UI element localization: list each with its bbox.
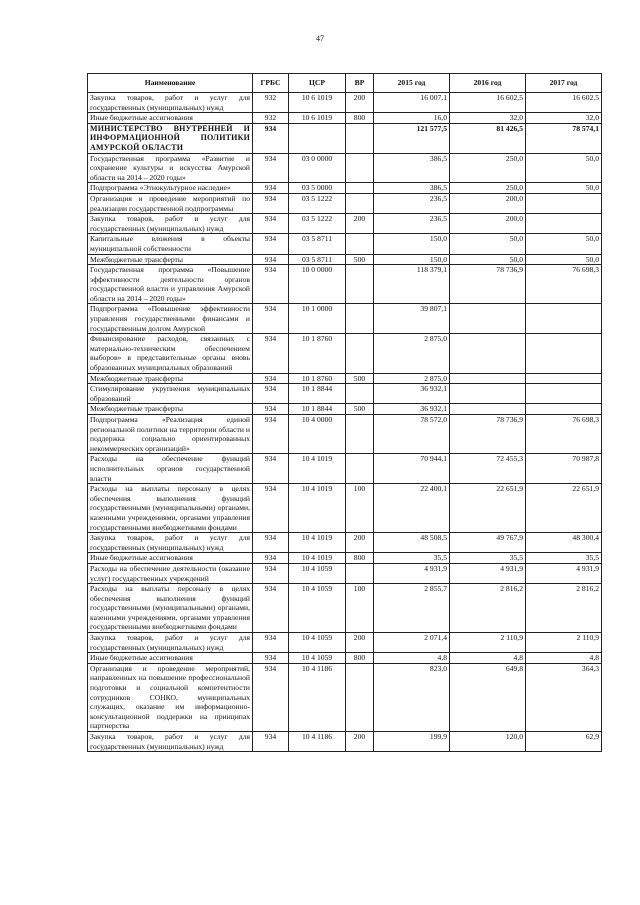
cell-2016 — [450, 304, 526, 334]
cell-csr: 10 4 1019 — [289, 553, 346, 564]
cell-2017: 32,0 — [526, 113, 602, 124]
cell-grbs: 934 — [253, 384, 289, 404]
cell-grbs: 934 — [253, 563, 289, 583]
cell-csr: 03 5 8711 — [289, 234, 346, 254]
cell-2017 — [526, 193, 602, 213]
cell-vr: 200 — [346, 533, 374, 553]
header-2017: 2017 год — [526, 74, 602, 93]
header-2015: 2015 год — [374, 74, 450, 93]
cell-name: Закупка товаров, работ и услуг для государственных (муниципальных) нужд — [88, 533, 253, 553]
cell-name: Стимулирование укрупнения муниципальных образований — [88, 384, 253, 404]
cell-csr: 10 0 0000 — [289, 265, 346, 304]
cell-grbs: 934 — [253, 484, 289, 533]
table-row — [88, 234, 602, 254]
cell-2016: 35,5 — [450, 553, 526, 564]
page-number: 47 — [316, 34, 324, 43]
cell-2016: 32,0 — [450, 113, 526, 124]
cell-2017: 48 300,4 — [526, 533, 602, 553]
cell-csr: 10 6 1019 — [289, 93, 346, 113]
cell-2016: 4 931,9 — [450, 563, 526, 583]
cell-vr: 100 — [346, 584, 374, 633]
table-row — [88, 404, 602, 415]
header-grbs: ГРБС — [253, 74, 289, 93]
cell-csr: 03 0 0000 — [289, 153, 346, 183]
cell-vr: 500 — [346, 254, 374, 265]
cell-2016: 78 736,9 — [450, 415, 526, 454]
cell-grbs: 934 — [253, 334, 289, 373]
cell-vr — [346, 265, 374, 304]
cell-2016: 4,8 — [450, 653, 526, 664]
table-row — [88, 533, 602, 553]
cell-grbs: 934 — [253, 653, 289, 664]
cell-2015: 48 508,5 — [374, 533, 450, 553]
cell-csr: 10 4 1059 — [289, 653, 346, 664]
cell-csr: 10 1 8844 — [289, 404, 346, 415]
table-row — [88, 153, 602, 183]
cell-2016: 2 110,9 — [450, 633, 526, 653]
cell-vr — [346, 663, 374, 731]
cell-2016: 120,0 — [450, 732, 526, 752]
table-row — [88, 123, 602, 153]
cell-2015: 118 379,1 — [374, 265, 450, 304]
cell-csr: 03 5 1222 — [289, 193, 346, 213]
header-csr: ЦСР — [289, 74, 346, 93]
cell-2015: 2 875,0 — [374, 334, 450, 373]
cell-grbs: 934 — [253, 633, 289, 653]
cell-grbs: 934 — [253, 304, 289, 334]
table-row — [88, 193, 602, 213]
cell-2015: 386,5 — [374, 153, 450, 183]
cell-grbs: 934 — [253, 533, 289, 553]
table-row — [88, 663, 602, 731]
cell-name: Расходы на выплаты персоналу в целях обеспечения выполнения функций государственными (муниципальными) органами, казенными учреждениями, органами управления государственными внебюджетными фондами — [88, 484, 253, 533]
cell-grbs: 934 — [253, 234, 289, 254]
cell-vr — [346, 183, 374, 194]
table-row — [88, 454, 602, 484]
cell-2016: 22 651,9 — [450, 484, 526, 533]
cell-2015: 121 577,5 — [374, 123, 450, 153]
cell-name: Расходы на выплаты персоналу в целях обеспечения выполнения функций государственными (муниципальными) органами, казенными учреждениями, органами управления государственными внебюджетными фондами — [88, 584, 253, 633]
cell-name: Межбюджетные трансферты — [88, 373, 253, 384]
cell-2016: 81 426,5 — [450, 123, 526, 153]
cell-2017: 70 987,8 — [526, 454, 602, 484]
cell-2015: 236,5 — [374, 214, 450, 234]
cell-grbs: 934 — [253, 553, 289, 564]
cell-csr: 10 4 1059 — [289, 584, 346, 633]
cell-name: Закупка товаров, работ и услуг для государственных (муниципальных) нужд — [88, 214, 253, 234]
cell-2017: 50,0 — [526, 254, 602, 265]
cell-name: Подпрограмма «Этнокультурное наследие» — [88, 183, 253, 194]
cell-vr: 200 — [346, 732, 374, 752]
cell-2016: 50,0 — [450, 254, 526, 265]
table-row — [88, 113, 602, 124]
cell-csr: 03 5 0000 — [289, 183, 346, 194]
cell-2017: 2 110,9 — [526, 633, 602, 653]
cell-2017 — [526, 334, 602, 373]
budget-table — [87, 73, 602, 752]
table-row — [88, 484, 602, 533]
table-header-row — [88, 74, 602, 93]
cell-grbs: 934 — [253, 404, 289, 415]
cell-csr — [289, 123, 346, 153]
cell-2017: 364,3 — [526, 663, 602, 731]
cell-csr: 10 1 8844 — [289, 384, 346, 404]
cell-name: Иные бюджетные ассигнования — [88, 113, 253, 124]
cell-2017: 76 698,3 — [526, 415, 602, 454]
cell-vr — [346, 153, 374, 183]
cell-csr: 03 5 8711 — [289, 254, 346, 265]
table-row — [88, 265, 602, 304]
cell-grbs: 932 — [253, 113, 289, 124]
table-row — [88, 653, 602, 664]
cell-grbs: 934 — [253, 454, 289, 484]
cell-grbs: 934 — [253, 183, 289, 194]
cell-2017: 50,0 — [526, 234, 602, 254]
table-row — [88, 633, 602, 653]
cell-vr — [346, 454, 374, 484]
cell-csr: 10 1 0000 — [289, 304, 346, 334]
cell-2015: 16,0 — [374, 113, 450, 124]
cell-grbs: 934 — [253, 153, 289, 183]
cell-2017: 62,9 — [526, 732, 602, 752]
cell-2015: 2 855,7 — [374, 584, 450, 633]
cell-2016 — [450, 373, 526, 384]
cell-vr: 800 — [346, 653, 374, 664]
header-vr: ВР — [346, 74, 374, 93]
table-row — [88, 563, 602, 583]
cell-vr — [346, 334, 374, 373]
cell-vr — [346, 304, 374, 334]
cell-name: Организация и проведение мероприятий, направленных на повышение профессиональной подготовки и социальной компетентности сотрудников СОНКО, муниципальных служащих, оказание им информационно-консультационной поддержки на принципах партнерства — [88, 663, 253, 731]
cell-2015: 78 572,0 — [374, 415, 450, 454]
cell-name: Капитальные вложения в объекты муниципальной собственности — [88, 234, 253, 254]
cell-vr — [346, 563, 374, 583]
cell-vr — [346, 123, 374, 153]
table-row — [88, 93, 602, 113]
table-row — [88, 373, 602, 384]
cell-2015: 70 944,1 — [374, 454, 450, 484]
cell-2016: 78 736,9 — [450, 265, 526, 304]
cell-name: Закупка товаров, работ и услуг для государственных (муниципальных) нужд — [88, 732, 253, 752]
table-row — [88, 334, 602, 373]
table-row — [88, 732, 602, 752]
cell-2017: 50,0 — [526, 183, 602, 194]
table-row — [88, 584, 602, 633]
cell-2016: 50,0 — [450, 234, 526, 254]
cell-2017: 76 698,3 — [526, 265, 602, 304]
cell-name: Закупка товаров, работ и услуг для государственных (муниципальных) нужд — [88, 93, 253, 113]
cell-2015: 386,5 — [374, 183, 450, 194]
table-row — [88, 553, 602, 564]
cell-csr: 10 4 1059 — [289, 563, 346, 583]
cell-vr — [346, 193, 374, 213]
cell-name: Иные бюджетные ассигнования — [88, 653, 253, 664]
cell-2015: 150,0 — [374, 234, 450, 254]
cell-2017 — [526, 304, 602, 334]
table-row — [88, 254, 602, 265]
cell-csr: 10 4 1059 — [289, 633, 346, 653]
cell-vr: 800 — [346, 553, 374, 564]
cell-grbs: 934 — [253, 663, 289, 731]
cell-2016 — [450, 334, 526, 373]
cell-2015: 823,0 — [374, 663, 450, 731]
cell-2016: 200,0 — [450, 193, 526, 213]
cell-vr: 500 — [346, 373, 374, 384]
cell-grbs: 932 — [253, 93, 289, 113]
cell-2015: 22 400,1 — [374, 484, 450, 533]
cell-grbs: 934 — [253, 123, 289, 153]
cell-2017 — [526, 373, 602, 384]
cell-2015: 4,8 — [374, 653, 450, 664]
cell-grbs: 934 — [253, 584, 289, 633]
cell-name: Государственная программа «Повышение эффективности деятельности органов государственной власти и управления Амурской области на 2014 – 2020 годы» — [88, 265, 253, 304]
cell-csr: 10 4 1019 — [289, 484, 346, 533]
cell-2016 — [450, 384, 526, 404]
cell-vr: 200 — [346, 633, 374, 653]
cell-2016: 200,0 — [450, 214, 526, 234]
cell-2015: 2 071,4 — [374, 633, 450, 653]
table-row — [88, 183, 602, 194]
cell-vr: 200 — [346, 214, 374, 234]
cell-vr — [346, 234, 374, 254]
cell-2016: 49 767,9 — [450, 533, 526, 553]
cell-2016: 72 455,3 — [450, 454, 526, 484]
cell-2015: 199,9 — [374, 732, 450, 752]
cell-name: Государственная программа «Развитие и сохранение культуры и искусства Амурской области на 2014 – 2020 годы» — [88, 153, 253, 183]
cell-vr: 100 — [346, 484, 374, 533]
cell-csr: 10 4 1186 — [289, 732, 346, 752]
table-row — [88, 384, 602, 404]
cell-name: Подпрограмма «Повышение эффективности управления государственными финансами и государственным долгом Амурской — [88, 304, 253, 334]
cell-grbs: 934 — [253, 214, 289, 234]
header-2016: 2016 год — [450, 74, 526, 93]
cell-grbs: 934 — [253, 254, 289, 265]
cell-csr: 10 4 1019 — [289, 533, 346, 553]
cell-name: Подпрограмма «Реализация единой региональной политики на территории области и поддержка социально ориентированных некоммерческих организаций» — [88, 415, 253, 454]
cell-grbs: 934 — [253, 265, 289, 304]
cell-csr: 10 1 8760 — [289, 373, 346, 384]
cell-2016 — [450, 404, 526, 415]
cell-2017 — [526, 384, 602, 404]
table-row — [88, 304, 602, 334]
table-row — [88, 214, 602, 234]
cell-2015: 36 932,1 — [374, 404, 450, 415]
cell-name: Расходы на обеспечение функций исполнительных органов государственной власти — [88, 454, 253, 484]
cell-2017: 4 931,9 — [526, 563, 602, 583]
cell-2017 — [526, 404, 602, 415]
cell-name: Организация и проведение мероприятий по реализации государственной подпрограммы — [88, 193, 253, 213]
cell-grbs: 934 — [253, 373, 289, 384]
cell-name: Межбюджетные трансферты — [88, 254, 253, 265]
cell-2016: 2 816,2 — [450, 584, 526, 633]
cell-name: Финансирование расходов, связанных с материально-техническим обеспечением выборов» в представительные органы вновь образованных муниципальных образований — [88, 334, 253, 373]
cell-2016: 250,0 — [450, 183, 526, 194]
cell-name: МИНИСТЕРСТВО ВНУТРЕННЕЙ И ИНФОРМАЦИОННОЙ ПОЛИТИКИ АМУРСКОЙ ОБЛАСТИ — [88, 123, 253, 153]
cell-2015: 150,0 — [374, 254, 450, 265]
cell-2015: 2 875,0 — [374, 373, 450, 384]
cell-2015: 39 807,1 — [374, 304, 450, 334]
cell-2017: 16 602,5 — [526, 93, 602, 113]
cell-2015: 36 932,1 — [374, 384, 450, 404]
cell-grbs: 934 — [253, 193, 289, 213]
cell-2017 — [526, 214, 602, 234]
cell-vr: 500 — [346, 404, 374, 415]
cell-name: Межбюджетные трансферты — [88, 404, 253, 415]
cell-name: Иные бюджетные ассигнования — [88, 553, 253, 564]
cell-vr: 800 — [346, 113, 374, 124]
cell-vr — [346, 415, 374, 454]
cell-2017: 4,8 — [526, 653, 602, 664]
cell-name: Расходы на обеспечение деятельности (оказание услуг) государственных учреждений — [88, 563, 253, 583]
cell-csr: 03 5 1222 — [289, 214, 346, 234]
cell-2016: 16 602,5 — [450, 93, 526, 113]
cell-2015: 4 931,9 — [374, 563, 450, 583]
cell-csr: 10 4 1019 — [289, 454, 346, 484]
cell-2017: 22 651,9 — [526, 484, 602, 533]
cell-csr: 10 4 1186 — [289, 663, 346, 731]
table-row — [88, 415, 602, 454]
cell-2015: 35,5 — [374, 553, 450, 564]
cell-grbs: 934 — [253, 415, 289, 454]
cell-csr: 10 6 1019 — [289, 113, 346, 124]
header-name: Наименование — [88, 74, 253, 93]
cell-vr — [346, 384, 374, 404]
cell-2016: 649,8 — [450, 663, 526, 731]
cell-2017: 35,5 — [526, 553, 602, 564]
cell-grbs: 934 — [253, 732, 289, 752]
cell-2016: 250,0 — [450, 153, 526, 183]
cell-2017: 2 816,2 — [526, 584, 602, 633]
cell-csr: 10 4 0000 — [289, 415, 346, 454]
cell-2015: 16 007,1 — [374, 93, 450, 113]
cell-2017: 50,0 — [526, 153, 602, 183]
cell-csr: 10 1 8760 — [289, 334, 346, 373]
cell-2017: 78 574,1 — [526, 123, 602, 153]
cell-name: Закупка товаров, работ и услуг для государственных (муниципальных) нужд — [88, 633, 253, 653]
cell-vr: 200 — [346, 93, 374, 113]
cell-2015: 236,5 — [374, 193, 450, 213]
